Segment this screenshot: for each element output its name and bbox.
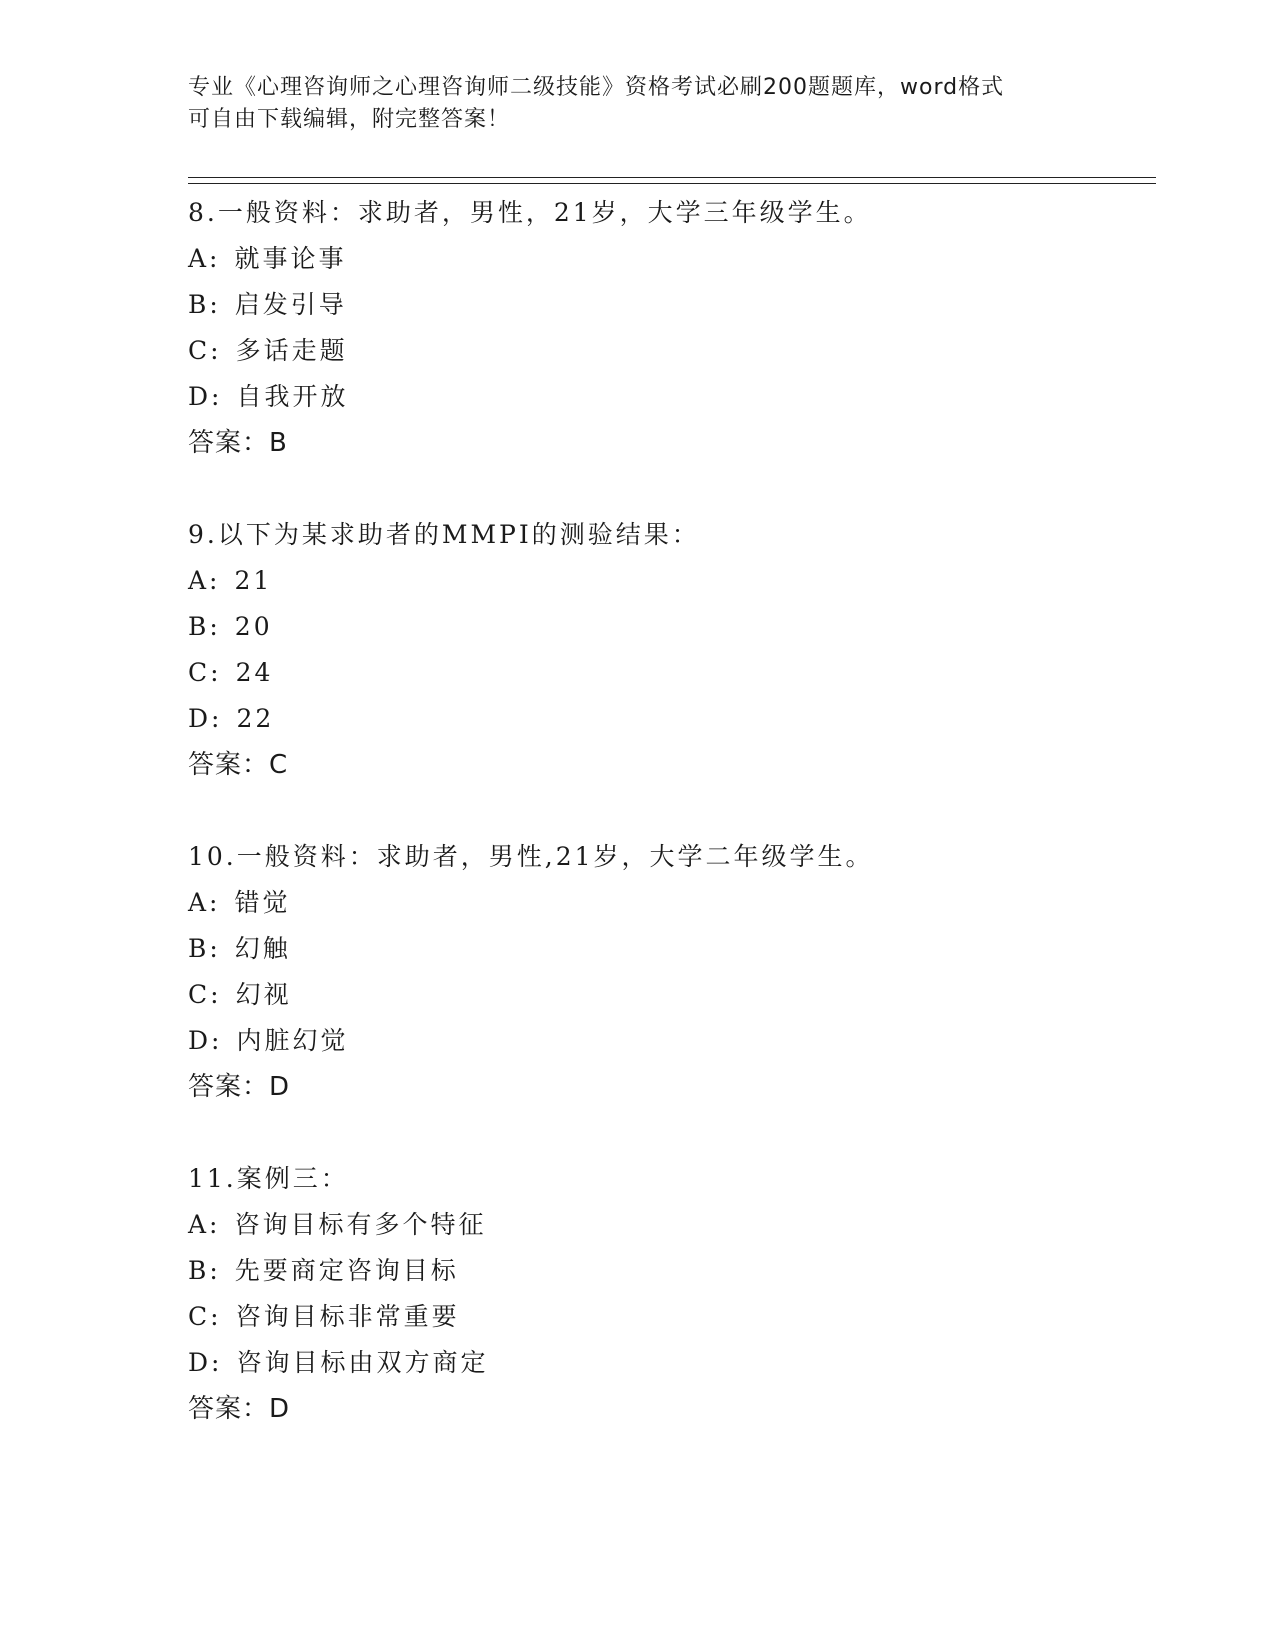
option-text: 错觉 <box>234 888 291 917</box>
option-a <box>188 1202 1156 1248</box>
option-d <box>188 696 1156 742</box>
option-b <box>188 1248 1156 1294</box>
option-letter: D: <box>188 1026 223 1055</box>
option-letter: C: <box>188 336 222 365</box>
option-letter: C: <box>188 1302 222 1331</box>
document-header <box>188 72 1088 136</box>
option-b <box>188 282 1156 328</box>
header-title-line-2: 可自由下载编辑，附完整答案！ <box>188 107 511 132</box>
question-stem: 8.一般资料：求助者，男性，21岁，大学三年级学生。 <box>188 198 872 227</box>
option-a <box>188 558 1156 604</box>
option-c <box>188 650 1156 696</box>
answer-line: 答案：C <box>188 750 289 780</box>
option-letter: B: <box>188 612 221 641</box>
option-letter: D: <box>188 704 223 733</box>
option-letter: A: <box>188 888 221 917</box>
option-letter: D: <box>188 1348 223 1377</box>
option-letter: B: <box>188 290 221 319</box>
option-letter: B: <box>188 1256 221 1285</box>
question-list <box>188 190 1156 1478</box>
option-letter: A: <box>188 1210 221 1239</box>
option-d <box>188 374 1156 420</box>
option-text: 咨询目标非常重要 <box>235 1302 460 1331</box>
option-text: 多话走题 <box>235 336 348 365</box>
option-c <box>188 1294 1156 1340</box>
option-text: 24 <box>235 658 274 687</box>
question-stem: 9.以下为某求助者的MMPI的测验结果： <box>188 520 700 549</box>
question-item <box>188 512 1156 788</box>
question-stem: 10.一般资料：求助者，男性,21岁，大学二年级学生。 <box>188 842 874 871</box>
option-b <box>188 926 1156 972</box>
option-letter: C: <box>188 658 222 687</box>
header-divider-bottom <box>188 183 1156 184</box>
option-text: 21 <box>234 566 273 595</box>
answer-line: 答案：D <box>188 1072 291 1102</box>
answer-line: 答案：D <box>188 1394 291 1424</box>
option-text: 先要商定咨询目标 <box>234 1256 459 1285</box>
option-letter: D: <box>188 382 223 411</box>
option-a <box>188 880 1156 926</box>
question-stem: 11.案例三： <box>188 1164 349 1193</box>
option-text: 内脏幻觉 <box>236 1026 349 1055</box>
option-letter: A: <box>188 244 221 273</box>
option-text: 启发引导 <box>234 290 347 319</box>
option-text: 20 <box>234 612 273 641</box>
option-c <box>188 972 1156 1018</box>
answer-line: 答案：B <box>188 428 288 458</box>
option-text: 幻触 <box>234 934 291 963</box>
option-text: 咨询目标有多个特征 <box>234 1210 487 1239</box>
header-divider-top <box>188 177 1156 178</box>
question-item <box>188 834 1156 1110</box>
option-b <box>188 604 1156 650</box>
option-letter: B: <box>188 934 221 963</box>
option-letter: A: <box>188 566 221 595</box>
option-text: 幻视 <box>235 980 292 1009</box>
option-a <box>188 236 1156 282</box>
option-d <box>188 1340 1156 1386</box>
option-letter: C: <box>188 980 222 1009</box>
option-text: 自我开放 <box>236 382 349 411</box>
option-c <box>188 328 1156 374</box>
option-text: 咨询目标由双方商定 <box>236 1348 489 1377</box>
question-item <box>188 1156 1156 1432</box>
header-title-line-1: 专业《心理咨询师之心理咨询师二级技能》资格考试必刷200题题库，word格式 <box>188 75 1005 100</box>
option-text: 22 <box>236 704 275 733</box>
question-item <box>188 190 1156 466</box>
option-d <box>188 1018 1156 1064</box>
option-text: 就事论事 <box>234 244 347 273</box>
